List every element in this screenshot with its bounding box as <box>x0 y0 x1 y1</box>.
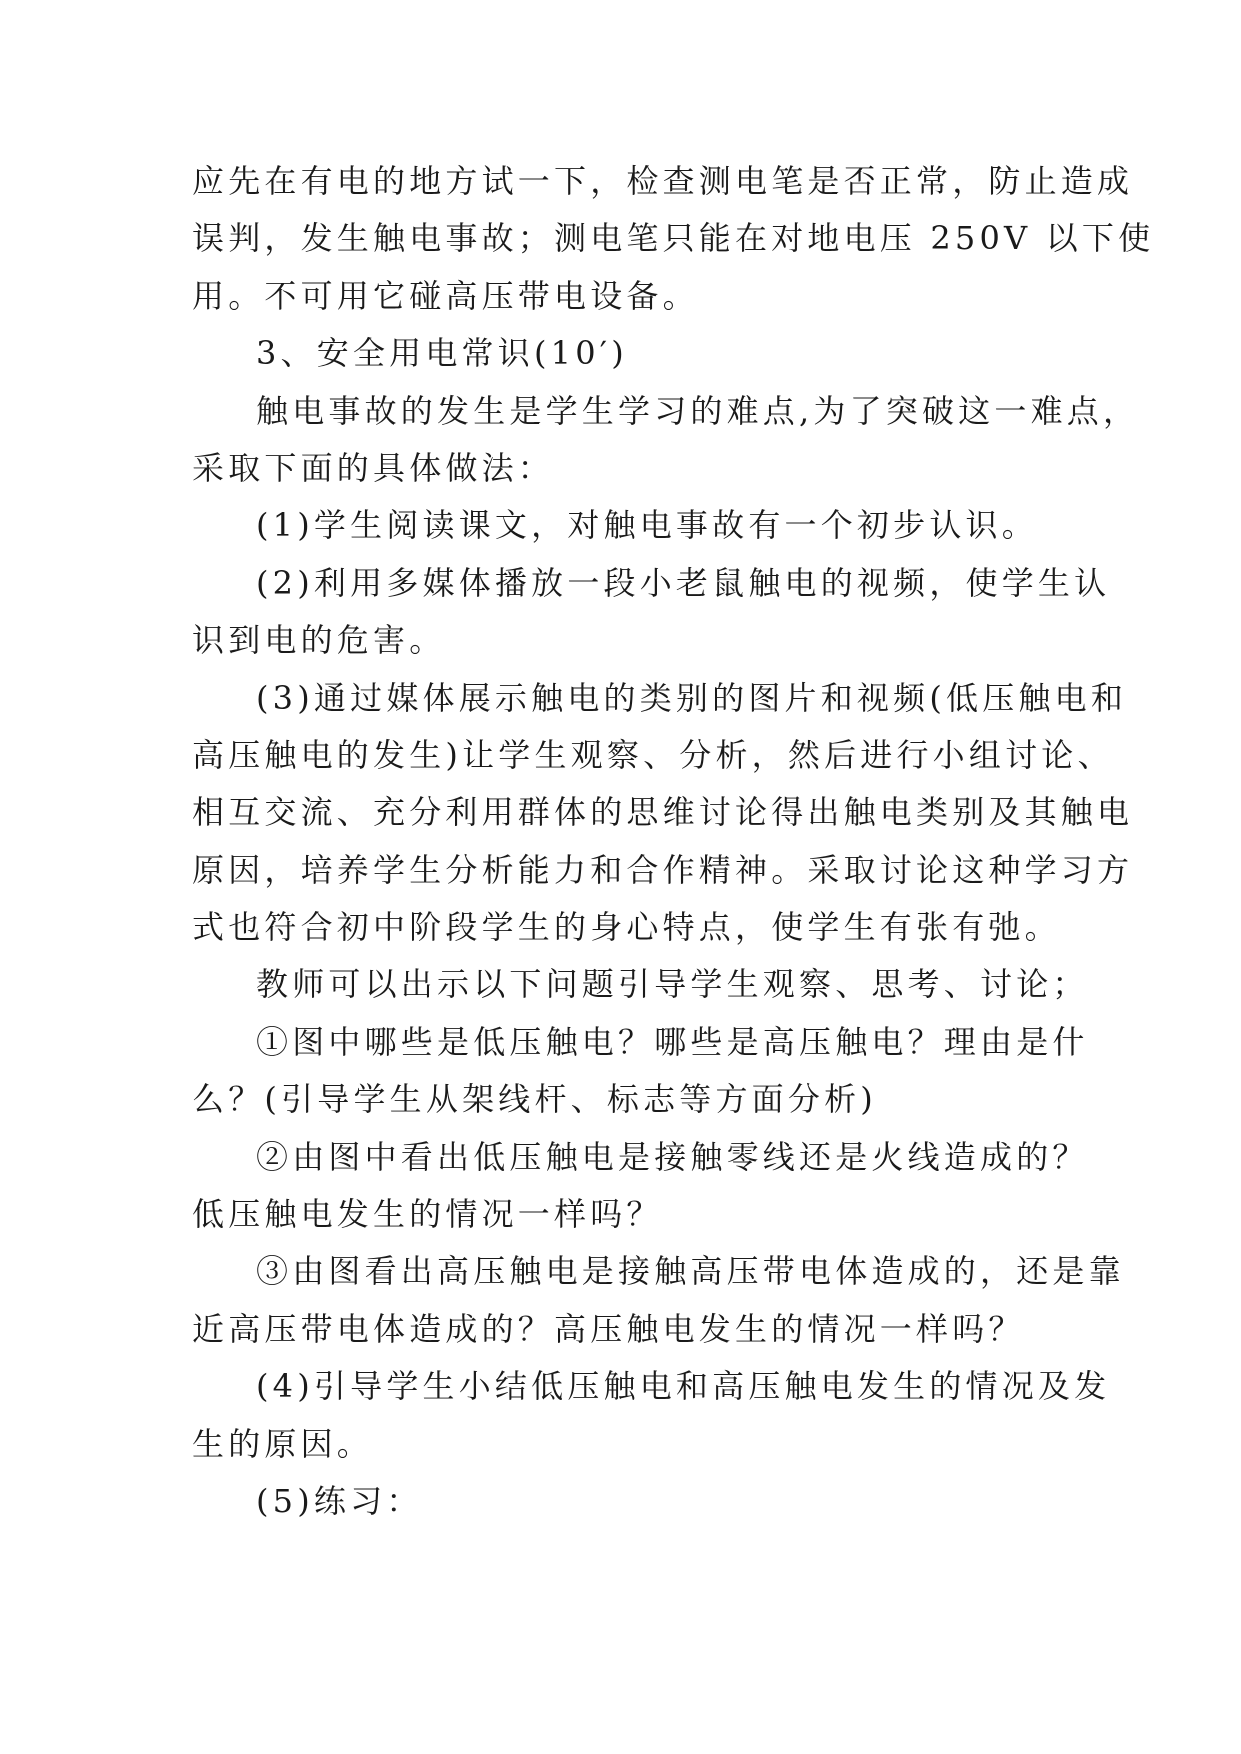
text-line: 生的原因。 <box>192 1424 374 1463</box>
text-line: 识到电的危害。 <box>192 621 446 660</box>
text-line: 采取下面的具体做法： <box>192 448 555 487</box>
text-line: 教师可以出示以下问题引导学生观察、思考、讨论； <box>256 965 1089 1004</box>
text-line: 相互交流、充分利用群体的思维讨论得出触电类别及其触电 <box>192 793 1134 832</box>
text-line: 式也符合初中阶段学生的身心特点，使学生有张有弛。 <box>192 908 1061 947</box>
text-line: 低压触电发生的情况一样吗？ <box>192 1195 663 1234</box>
text-line: 么？(引导学生从架线杆、标志等方面分析) <box>192 1080 877 1119</box>
body-text <box>192 153 1155 1530</box>
section-heading: 3、安全用电常识(10′) <box>256 334 628 373</box>
text-line: 高压触电的发生)让学生观察、分析，然后进行小组讨论、 <box>192 735 1114 774</box>
question-item: ①图中哪些是低压触电？哪些是高压触电？理由是什 <box>256 1022 1089 1061</box>
list-item: (3)通过媒体展示触电的类别的图片和视频(低压触电和 <box>256 678 1128 717</box>
list-item: (1)学生阅读课文，对触电事故有一个初步认识。 <box>256 506 1038 545</box>
question-item: ②由图中看出低压触电是接触零线还是火线造成的？ <box>256 1137 1089 1176</box>
question-item: ③由图看出高压触电是接触高压带电体造成的，还是靠 <box>256 1252 1125 1291</box>
list-item: (5)练习： <box>256 1481 423 1520</box>
text-line: 原因，培养学生分析能力和合作精神。采取讨论这种学习方 <box>192 850 1134 889</box>
list-item: (4)引导学生小结低压触电和高压触电发生的情况及发 <box>256 1367 1111 1406</box>
list-item: (2)利用多媒体播放一段小老鼠触电的视频，使学生认 <box>256 563 1111 602</box>
text-line: 应先在有电的地方试一下，检查测电笔是否正常，防止造成 <box>192 162 1134 200</box>
text-line: 用。不可用它碰高压带电设备。 <box>192 276 699 315</box>
text-line: 误判，发生触电事故；测电笔只能在对地电压 250V 以下使 <box>192 219 1155 258</box>
text-line: 近高压带电体造成的？高压触电发生的情况一样吗？ <box>192 1309 1025 1348</box>
text-line: 触电事故的发生是学生学习的难点,为了突破这一难点， <box>256 391 1140 430</box>
